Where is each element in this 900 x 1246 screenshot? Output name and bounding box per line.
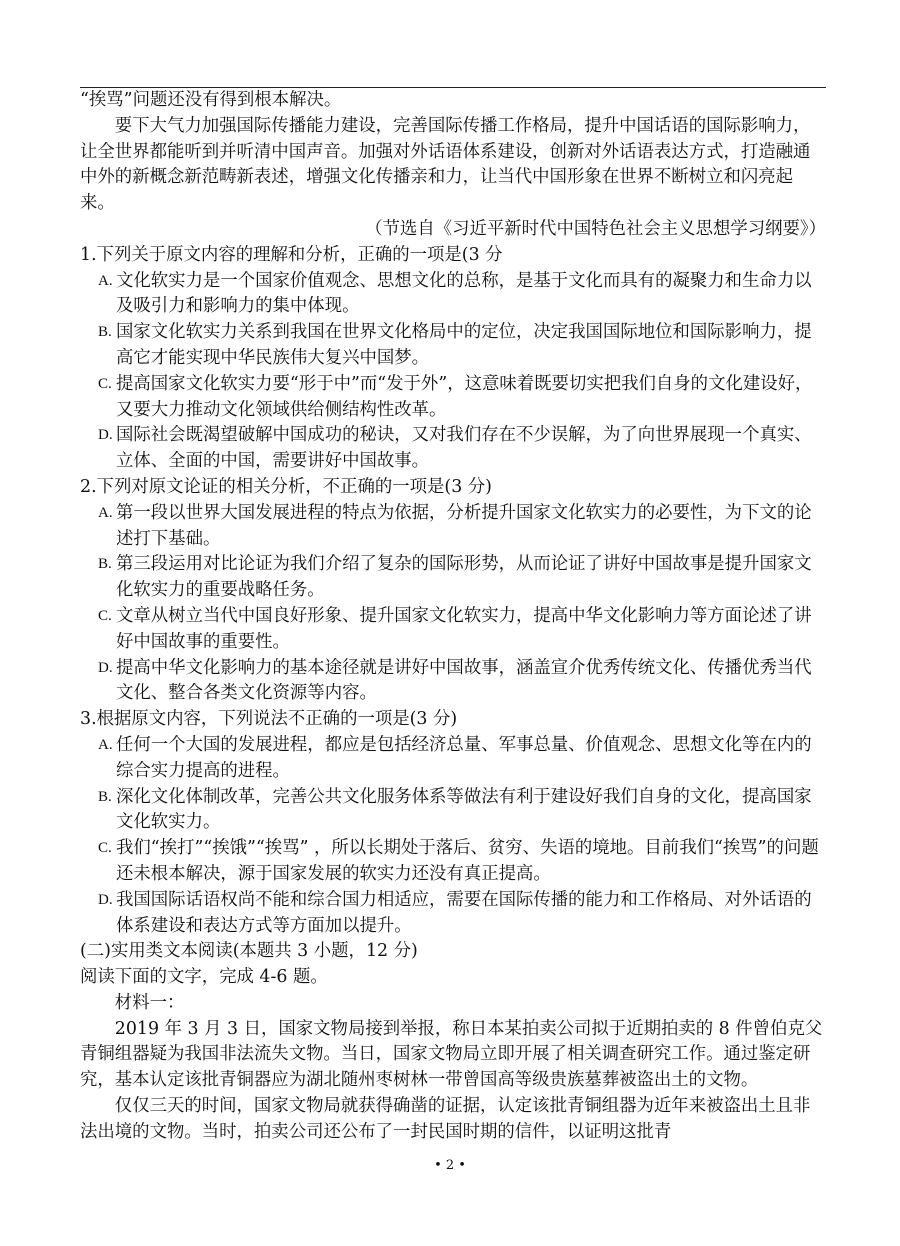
document-body xyxy=(80,88,826,1146)
page-number: • 2 • xyxy=(434,1158,466,1173)
option-text: 深化文化体制改革，完善公共文化服务体系等做法有利于建设好我们自身的文化，提高国家文化软实力。 xyxy=(116,786,812,833)
question-1 xyxy=(80,243,826,475)
question-stem: 2.下列对原文论证的相关分析，不正确的一项是(3 分) xyxy=(80,476,492,497)
option-text: 我们“挨打”“挨饿”“挨骂” ，所以长期处于落后、贫穷、失语的境地。目前我们“挨骂”的问题还未根本解决，源于国家发展的软实力还没有真正提高。 xyxy=(116,838,819,884)
section-instruction: 阅读下面的文字，完成 4-6 题。 xyxy=(80,967,328,988)
option-b xyxy=(80,320,826,372)
option-c xyxy=(80,604,826,656)
option-a xyxy=(80,269,826,321)
option-d xyxy=(80,656,826,708)
passage-paragraph: 要下大气力加强国际传播能力建设，完善国际传播工作格局，提升中国话语的国际影响力，让全世界都能听到并听清中国声音。加强对外话语体系建设，创新对外话语表达方式，打造融通中外的新概念新范畴新表述，增强文化传播亲和力，让当代中国形象在世界不断树立和闪亮起来。 xyxy=(80,115,811,214)
option-text: 提高中华文化影响力的基本途径就是讲好中国故事，涵盖宣介优秀传统文化、传播优秀当代文化、整合各类文化资源等内容。 xyxy=(116,657,812,704)
option-text: 国际社会既渴望破解中国成功的秘诀，又对我们存在不少误解，为了向世界展现一个真实、立体、全面的中国，需要讲好中国故事。 xyxy=(116,425,812,472)
option-text: 国家文化软实力关系到我国在世界文化格局中的定位，决定我国国际地位和国际影响力，提高它才能实现中华民族伟大复兴中国梦。 xyxy=(116,322,812,368)
option-c xyxy=(80,372,826,424)
question-3 xyxy=(80,707,826,939)
material-label: 材料一： xyxy=(114,992,185,1013)
option-b xyxy=(80,785,826,837)
section-heading: (二)实用类文本阅读(本题共 3 小题，12 分) xyxy=(80,941,418,962)
option-text: 第一段以世界大国发展进程的特点为依据，分析提升国家文化软实力的必要性，为下文的论述打下基础。 xyxy=(116,502,812,549)
option-label: D. xyxy=(98,659,113,676)
material-paragraph: 2019 年 3 月 3 日，国家文物局接到举报，称日本某拍卖公司拟于近期拍卖的 8 件曾伯克父青铜组器疑为我国非法流失文物。当日，国家文物局立即开展了相关调查研究工作。通过鉴定研究，基本认定该批青铜器应为湖北随州枣树林一带曾国高等级贵族墓葬被盗出土的文物。 xyxy=(80,1018,823,1091)
option-text: 提高国家文化软实力要“形于中”而“发于外”，这意味着既要切实把我们自身的文化建设好，又要大力推动文化领域供给侧结构性改革。 xyxy=(116,373,813,420)
option-c xyxy=(80,836,826,888)
question-2 xyxy=(80,475,826,707)
option-a xyxy=(80,733,826,785)
option-label: D. xyxy=(98,427,113,444)
question-stem: 1.下列关于原文内容的理解和分析，正确的一项是(3 分 xyxy=(80,244,503,265)
option-text: 任何一个大国的发展进程，都应是包括经济总量、军事总量、价值观念、思想文化等在内的综合实力提高的进程。 xyxy=(116,734,812,781)
option-label: A. xyxy=(98,272,113,289)
source-citation: （节选自《习近平新时代中国特色社会主义思想学习纲要》） xyxy=(365,218,826,239)
option-label: C. xyxy=(98,375,112,392)
option-label: A. xyxy=(98,504,113,521)
material-paragraph: 仅仅三天的时间，国家文物局就获得确凿的证据，认定该批青铜组器为近年来被盗出土且非法出境的文物。当时，拍卖公司还公布了一封民国时期的信件，以证明这批青 xyxy=(80,1096,811,1142)
option-text: 我国国际话语权尚不能和综合国力相适应，需要在国际传播的能力和工作格局、对外话语的体系建设和表达方式等方面加以提升。 xyxy=(116,889,812,936)
option-label: B. xyxy=(98,324,112,341)
option-text: 文化软实力是一个国家价值观念、思想文化的总称，是基于文化而具有的凝聚力和生命力以及吸引力和影响力的集中体现。 xyxy=(116,270,812,317)
option-d xyxy=(80,423,826,475)
option-label: D. xyxy=(98,891,113,908)
option-b xyxy=(80,552,826,604)
option-label: C. xyxy=(98,840,112,857)
question-stem: 3.根据原文内容，下列说法不正确的一项是(3 分) xyxy=(80,709,458,730)
option-label: C. xyxy=(98,607,112,624)
option-a xyxy=(80,501,826,553)
option-text: 文章从树立当代中国良好形象、提升国家文化软实力，提高中华文化影响力等方面论述了讲好中国故事的重要性。 xyxy=(116,605,812,652)
passage-line: “挨骂”问题还没有得到根本解决。 xyxy=(80,90,342,110)
option-label: A. xyxy=(98,736,113,753)
option-d xyxy=(80,888,826,940)
option-label: B. xyxy=(98,788,112,805)
option-text: 第三段运用对比论证为我们介绍了复杂的国际形势，从而论证了讲好中国故事是提升国家文化软实力的重要战略任务。 xyxy=(116,554,812,601)
option-label: B. xyxy=(98,556,112,573)
